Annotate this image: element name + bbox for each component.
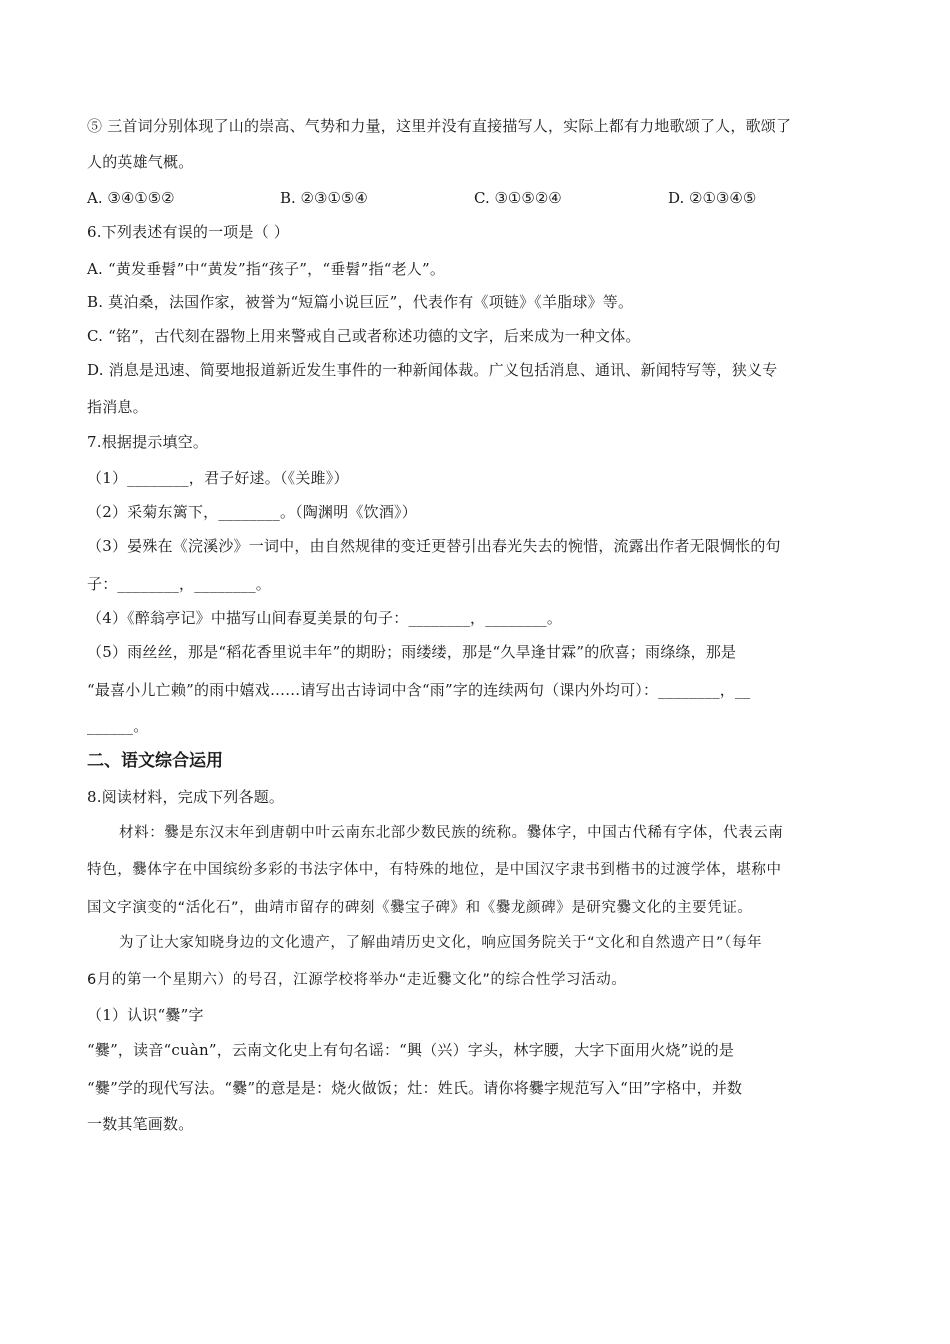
q5-option-c: C. ③①⑤②④ xyxy=(474,189,562,207)
q7-sub3-line2: 子：________，________。 xyxy=(87,575,272,593)
q7-sub2: （2）采菊东篱下，________。（陶渊明《饮酒》） xyxy=(87,503,417,521)
q5-option-d: D. ②①③④⑤ xyxy=(668,189,757,207)
q7-stem: 7.根据提示填空。 xyxy=(87,433,209,451)
q6-option-a: A. “黄发垂髫”中“黄发”指“孩子”，“垂髫”指“老人”。 xyxy=(87,260,446,278)
q6-option-c: C. “铭”，古代刻在器物上用来警戒自己或者称述功德的文字，后来成为一种文体。 xyxy=(87,327,641,345)
material-p1-line3: 国文字演变的“活化石”，曲靖市留存的碑刻《爨宝子碑》和《爨龙颜碑》是研究爨文化的主要凭证。 xyxy=(87,900,753,916)
q6-option-d-line1: D. 消息是迅速、简要地报道新近发生事件的一种新闻体裁。广义包括消息、通讯、新闻特写等，狭义专 xyxy=(87,361,778,379)
q7-sub1: （1）________，君子好逑。（《关雎》） xyxy=(87,469,349,487)
material-p2-line1: 为了让大家知晓身边的文化遗产，了解曲靖历史文化，响应国务院关于“文化和自然遗产日”（每年 xyxy=(119,935,763,951)
q7-sub5-line1: （5）雨丝丝，那是“稻花香里说丰年”的期盼；雨缕缕，那是“久旱逢甘霖”的欣喜；雨绦绦，那是 xyxy=(87,643,737,661)
q5-item5-line2: 人的英雄气概。 xyxy=(87,153,194,171)
q8-sub1-line3: 一数其笔画数。 xyxy=(87,1115,194,1133)
q8-stem: 8.阅读材料，完成下列各题。 xyxy=(87,788,285,806)
q5-option-b: B. ②③①⑤④ xyxy=(280,189,368,207)
material-p1-line1: 材料：爨是东汉末年到唐朝中叶云南东北部少数民族的统称。爨体字，中国古代稀有字体，代表云南 xyxy=(119,825,784,841)
q7-sub3-line1: （3）晏殊在《浣溪沙》一词中，由自然规律的变迁更替引出春光失去的惋惜，流露出作者无限惆怅的句 xyxy=(87,537,781,555)
material-p1-line2: 特色，爨体字在中国缤纷多彩的书法字体中，有特殊的地位，是中国汉字隶书到楷书的过渡学体，堪称中 xyxy=(87,862,782,878)
q6-option-d-line2: 指消息。 xyxy=(87,398,148,416)
q7-sub4: （4）《醉翁亭记》中描写山间春夏美景的句子：________，________。 xyxy=(87,609,563,627)
section-2-heading: 二、语文综合运用 xyxy=(87,751,223,771)
q8-sub1-title: （1）认识“爨”字 xyxy=(87,1006,204,1024)
q8-sub1-line2: “爨”学的现代写法。“爨”的意是是：烧火做饭；灶：姓氏。请你将爨字规范写入“田”字格中，并数 xyxy=(87,1079,743,1097)
q7-sub5-line3: ______。 xyxy=(87,717,149,735)
q5-item5-line1: ⑤ 三首词分别体现了山的崇高、气势和力量，这里并没有直接描写人，实际上都有力地歌颂了人，歌颂了 xyxy=(87,117,792,135)
q7-sub5-line2: “最喜小儿亡赖”的雨中嬉戏……请写出古诗词中含“雨”字的连续两句（课内外均可）：________，__ xyxy=(87,681,751,699)
q8-sub1-line1: “爨”，读音“cuàn”，云南文化史上有句名谣：“興（兴）字头，林字腰，大字下面用火烧”说的是 xyxy=(87,1041,735,1059)
q6-option-b: B. 莫泊桑，法国作家，被誉为“短篇小说巨匠”，代表作有《项链》《羊脂球》等。 xyxy=(87,293,634,311)
q6-stem: 6.下列表述有误的一项是（ ） xyxy=(87,223,290,241)
material-p2-line2: 6月的第一个星期六）的号召，江源学校将举办“走近爨文化”的综合性学习活动。 xyxy=(87,972,627,988)
q5-option-a: A. ③④①⑤② xyxy=(87,189,175,207)
